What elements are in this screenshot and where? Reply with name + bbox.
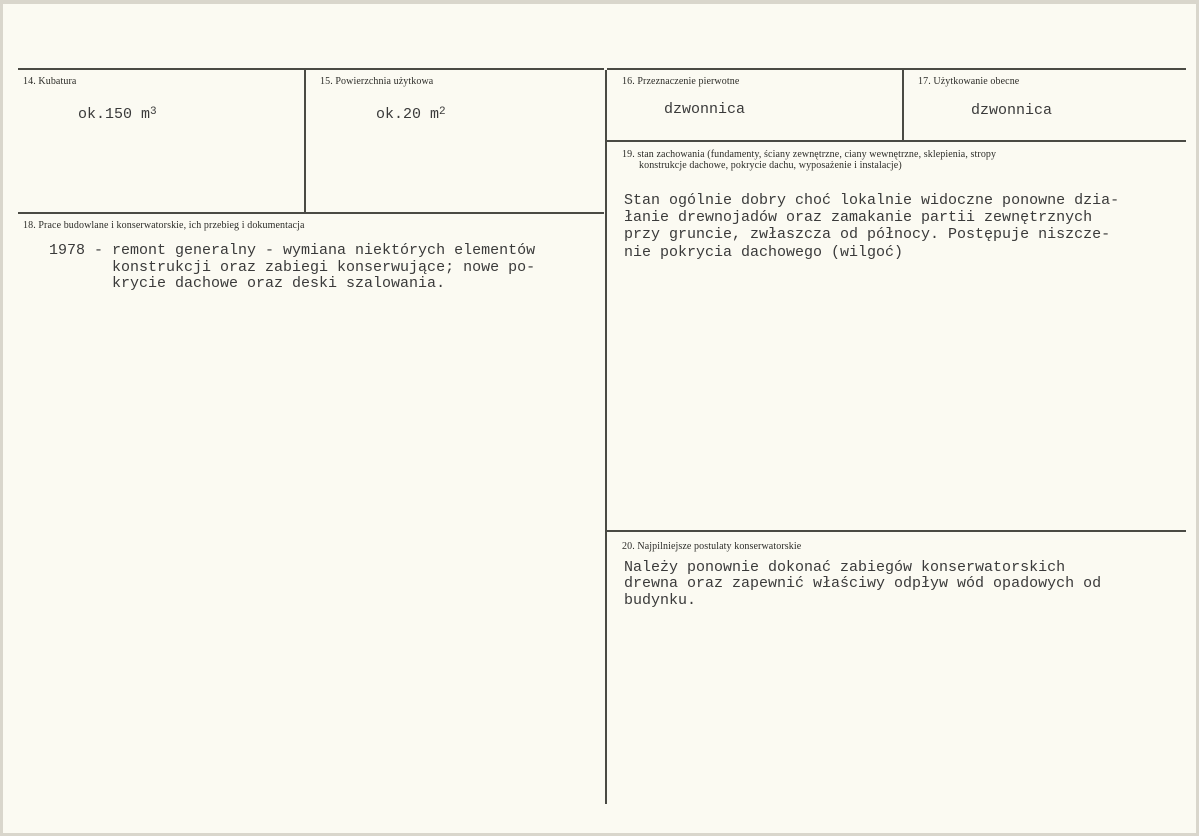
field-17-value: dzwonnica [971, 102, 1053, 119]
field-19-line-4: nie pokrycia dachowego (wilgoć) [624, 244, 904, 261]
field-18-line-1: 1978 - remont generalny - wymiana niektórych elementów [49, 242, 536, 259]
column-divider-f14-f15 [304, 70, 306, 212]
center-divider [605, 70, 607, 804]
field-20-line-2: drewna oraz zapewnić właściwy odpływ wód opadowych od [624, 575, 1102, 592]
field-15-value [376, 107, 446, 123]
field-14-value [78, 107, 157, 123]
field-17-label: 17. Użytkowanie obecne [918, 76, 1020, 87]
field-14-value-text: ok.150 m [78, 106, 151, 123]
field-19-line-2: łanie drewnojadów oraz zamakanie partii zewnętrznych [624, 209, 1093, 226]
field-20-label: 20. Najpilniejsze postulaty konserwatorskie [622, 541, 802, 552]
top-border-right [607, 68, 1186, 70]
field-19-label-line-1: 19. stan zachowania (fundamenty, ściany zewnętrzne, ciany wewnętrzne, sklepienia, stropy [622, 149, 997, 160]
field-18-label: 18. Prace budowlane i konserwatorskie, ich przebieg i dokumentacja [23, 220, 305, 231]
field-15-label: 15. Powierzchnia użytkowa [320, 76, 434, 87]
field-14-label: 14. Kubatura [23, 76, 77, 87]
field-19-line-3: przy gruncie, zwłaszcza od północy. Postępuje niszcze- [624, 226, 1111, 243]
field-19-label-line-2: konstrukcje dachowe, pokrycie dachu, wyposażenie i instalacje) [639, 160, 902, 171]
field-20-line-3: budynku. [624, 592, 697, 609]
field-14-unit-superscript: 3 [150, 106, 157, 118]
field-18-line-3: krycie dachowe oraz deski szalowania. [49, 275, 446, 292]
column-divider-f16-f17 [902, 70, 904, 141]
field-18-line-2: konstrukcji oraz zabiegi konserwujące; nowe po- [49, 259, 536, 276]
field-15-unit-superscript: 2 [439, 106, 446, 118]
field-20-line-1: Należy ponownie dokonać zabiegów konserwatorskich [624, 559, 1066, 576]
top-border-left [18, 68, 604, 70]
field-16-value: dzwonnica [664, 101, 746, 118]
row-divider-left [18, 212, 604, 214]
row-divider-right-bottom [607, 530, 1186, 532]
field-16-label: 16. Przeznaczenie pierwotne [622, 76, 740, 87]
field-15-value-text: ok.20 m [376, 106, 440, 123]
row-divider-right-top [607, 140, 1186, 142]
field-19-line-1: Stan ogólnie dobry choć lokalnie widoczne ponowne dzia- [624, 192, 1120, 209]
